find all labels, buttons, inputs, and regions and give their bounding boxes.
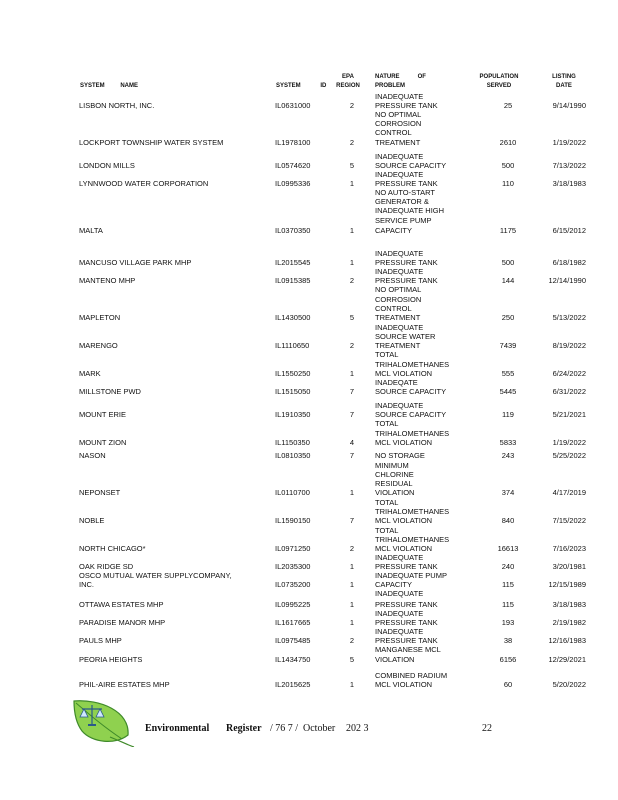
listing-date-cell: 7/15/2022 xyxy=(552,516,586,525)
problem-line: PRESSURE TANK xyxy=(375,600,438,609)
population-cell: 25 xyxy=(503,101,513,110)
listing-date-cell: 3/20/1981 xyxy=(552,562,586,571)
population-cell: 115 xyxy=(502,600,514,609)
header-text: SERVED xyxy=(486,83,512,89)
population-cell: 193 xyxy=(501,618,515,627)
epa-region-cell: 1 xyxy=(349,179,355,188)
system-name-cell: LISBON NORTH, INC. xyxy=(79,101,155,110)
listing-date-cell: 6/24/2022 xyxy=(552,369,586,378)
epa-region-cell: 2 xyxy=(349,276,355,285)
listing-date-cell: 5/25/2022 xyxy=(552,451,586,460)
problem-line: INADEQUATE xyxy=(375,152,424,161)
population-cell: 5445 xyxy=(499,387,517,396)
system-name-cell: MARK xyxy=(79,369,101,378)
header-text: ID xyxy=(320,83,327,89)
epa-region-cell: 4 xyxy=(349,438,355,447)
problem-line: MANGANESE MCL xyxy=(375,645,441,654)
population-cell: 240 xyxy=(501,562,515,571)
system-name-cell: OSCO MUTUAL WATER SUPPLYCOMPANY, xyxy=(79,571,232,580)
listing-date-cell: 7/13/2022 xyxy=(552,161,586,170)
system-id-cell: IL2035300 xyxy=(275,562,311,571)
system-name-cell: LYNNWOOD WATER CORPORATION xyxy=(79,179,209,188)
system-id-cell: IL0574620 xyxy=(275,161,311,170)
listing-date-cell: 6/15/2012 xyxy=(552,226,586,235)
problem-line: NO AUTO-START xyxy=(375,188,436,197)
system-id-cell: IL0971250 xyxy=(275,544,311,553)
listing-date-cell: 7/16/2023 xyxy=(552,544,586,553)
problem-line: NO OPTIMAL xyxy=(375,285,422,294)
header-nature-of-problem xyxy=(375,73,426,91)
system-name-cell: NASON xyxy=(79,451,106,460)
system-name-cell: LOCKPORT TOWNSHIP WATER SYSTEM xyxy=(79,138,224,147)
listing-date-cell: 1/19/2022 xyxy=(552,438,586,447)
population-cell: 16613 xyxy=(497,544,519,553)
system-id-cell: IL0995225 xyxy=(275,600,311,609)
header-text: PROBLEM xyxy=(375,83,405,89)
header-system-id xyxy=(276,82,326,91)
population-cell: 110 xyxy=(502,179,514,188)
system-name-cell: MANCUSO VILLAGE PARK MHP xyxy=(79,258,192,267)
listing-date-cell: 4/17/2019 xyxy=(552,488,586,497)
header-text: NATURE xyxy=(375,74,400,80)
system-name-cell: MAPLETON xyxy=(79,313,121,322)
system-name-cell: OAK RIDGE SD xyxy=(79,562,134,571)
problem-line: INADEQUATE xyxy=(375,249,424,258)
listing-date-cell: 3/18/1983 xyxy=(552,600,586,609)
population-cell: 7439 xyxy=(499,341,517,350)
population-cell: 119 xyxy=(502,410,514,419)
header-text: SYSTEM xyxy=(80,83,105,89)
system-name-cell: NORTH CHICAGO* xyxy=(79,544,146,553)
system-id-cell: IL0995336 xyxy=(275,179,311,188)
problem-line: GENERATOR & xyxy=(375,197,429,206)
problem-line: INADEQUATE HIGH xyxy=(375,206,445,215)
header-listing-date xyxy=(549,73,579,91)
problem-line: SOURCE CAPACITY xyxy=(375,161,447,170)
system-id-cell: IL2015545 xyxy=(275,258,311,267)
listing-date-cell: 1/19/2022 xyxy=(552,138,586,147)
problem-line: PRESSURE TANK xyxy=(375,101,438,110)
epa-region-cell: 2 xyxy=(349,138,355,147)
system-id-cell: IL1590150 xyxy=(275,516,311,525)
system-name-cell: PEORIA HEIGHTS xyxy=(79,655,143,664)
system-id-cell: IL1910350 xyxy=(275,410,311,419)
problem-line: PRESSURE TANK xyxy=(375,618,438,627)
footer-issue: / 76 7 / xyxy=(270,723,299,734)
problem-line: NO OPTIMAL xyxy=(375,110,422,119)
population-cell: 2610 xyxy=(499,138,517,147)
header-text: SYSTEM xyxy=(276,83,301,89)
system-name-cell: MOUNT ZION xyxy=(79,438,127,447)
problem-line: INADEQATE xyxy=(375,378,418,387)
system-id-cell: IL0975485 xyxy=(275,636,311,645)
listing-date-cell: 5/21/2021 xyxy=(552,410,586,419)
problem-line: MCL VIOLATION xyxy=(375,680,433,689)
problem-line: TRIHALOMETHANES xyxy=(375,507,450,516)
system-name-cell: MARENGO xyxy=(79,341,118,350)
system-name-cell: PARADISE MANOR MHP xyxy=(79,618,166,627)
system-id-cell: IL2015625 xyxy=(275,680,311,689)
listing-date-cell: 6/31/2022 xyxy=(552,387,586,396)
system-id-cell: IL0110700 xyxy=(275,488,310,497)
system-id-cell: IL0370350 xyxy=(275,226,311,235)
footer-month: October xyxy=(303,723,336,734)
header-text: OF xyxy=(417,74,426,80)
epa-region-cell: 1 xyxy=(349,562,355,571)
population-cell: 243 xyxy=(501,451,515,460)
population-cell: 6156 xyxy=(499,655,517,664)
system-id-cell: IL1110650 xyxy=(275,341,310,350)
system-name-cell: PAULS MHP xyxy=(79,636,122,645)
listing-date-cell: 6/18/1982 xyxy=(552,258,586,267)
problem-line: INADEQUATE xyxy=(375,92,424,101)
population-cell: 500 xyxy=(501,161,515,170)
problem-line: TOTAL xyxy=(375,350,399,359)
system-name-cell: LONDON MILLS xyxy=(79,161,135,170)
population-cell: 374 xyxy=(501,488,515,497)
epa-region-cell: 2 xyxy=(349,341,355,350)
problem-line: PRESSURE TANK xyxy=(375,179,438,188)
problem-line: CAPACITY xyxy=(375,226,412,235)
problem-line: NO STORAGE xyxy=(375,451,425,460)
listing-date-cell: 12/29/2021 xyxy=(548,655,586,664)
problem-line: CONTROL xyxy=(375,128,412,137)
population-cell: 555 xyxy=(501,369,515,378)
system-name-cell: MALTA xyxy=(79,226,103,235)
problem-line: MINIMUM xyxy=(375,461,409,470)
problem-line: RESIDUAL xyxy=(375,479,413,488)
problem-line: COMBINED RADIUM xyxy=(375,671,448,680)
system-id-cell: IL0810350 xyxy=(275,451,311,460)
problem-line: CORROSION xyxy=(375,119,422,128)
system-id-cell: IL1150350 xyxy=(275,438,310,447)
population-cell: 500 xyxy=(501,258,515,267)
problem-line: SOURCE CAPACITY xyxy=(375,387,447,396)
population-cell: 1175 xyxy=(499,226,517,235)
system-id-cell: IL1430500 xyxy=(275,313,311,322)
problem-line: CORROSION xyxy=(375,295,422,304)
epa-region-cell: 1 xyxy=(349,369,355,378)
system-name-cell: NEPONSET xyxy=(79,488,121,497)
problem-line: TRIHALOMETHANES xyxy=(375,535,450,544)
problem-line: INADEQUATE xyxy=(375,401,424,410)
problem-line: MCL VIOLATION xyxy=(375,516,433,525)
problem-line: VIOLATION xyxy=(375,655,415,664)
problem-line: INADEQUATE xyxy=(375,323,424,332)
epa-region-cell: 7 xyxy=(349,451,355,460)
environmental-register-leaf-logo xyxy=(70,697,140,747)
problem-line: MCL VIOLATION xyxy=(375,544,433,553)
epa-region-cell: 1 xyxy=(349,258,355,267)
epa-region-cell: 1 xyxy=(349,618,355,627)
problem-line: SERVICE PUMP xyxy=(375,216,432,225)
problem-line: PRESSURE TANK xyxy=(375,636,438,645)
listing-date-cell: 3/18/1983 xyxy=(552,179,586,188)
population-cell: 115 xyxy=(502,580,514,589)
problem-line: INADEQUATE xyxy=(375,609,424,618)
listing-date-cell: 9/14/1990 xyxy=(552,101,586,110)
system-name-cell: OTTAWA ESTATES MHP xyxy=(79,600,164,609)
population-cell: 5833 xyxy=(499,438,517,447)
population-cell: 144 xyxy=(501,276,515,285)
system-id-cell: IL1550250 xyxy=(275,369,311,378)
problem-line: TREATMENT xyxy=(375,138,421,147)
problem-line: TOTAL xyxy=(375,498,399,507)
epa-region-cell: 5 xyxy=(349,161,355,170)
problem-line: INADEQUATE xyxy=(375,589,424,598)
epa-region-cell: 1 xyxy=(349,680,355,689)
system-name-cell-cont: INC. xyxy=(79,580,94,589)
problem-line: INADEQUATE xyxy=(375,267,424,276)
epa-region-cell: 7 xyxy=(349,387,355,396)
population-cell: 38 xyxy=(503,636,513,645)
problem-line: SOURCE CAPACITY xyxy=(375,410,447,419)
problem-line: TRIHALOMETHANES xyxy=(375,360,450,369)
system-name-cell: MOUNT ERIE xyxy=(79,410,126,419)
footer-register: Register xyxy=(226,723,262,734)
header-text: DATE xyxy=(556,83,572,89)
problem-line: TOTAL xyxy=(375,526,399,535)
header-system-name xyxy=(80,82,138,91)
listing-date-cell: 12/14/1990 xyxy=(548,276,586,285)
epa-region-cell: 5 xyxy=(349,655,355,664)
epa-region-cell: 1 xyxy=(349,226,355,235)
listing-date-cell: 12/16/1983 xyxy=(548,636,586,645)
system-id-cell: IL0915385 xyxy=(275,276,311,285)
header-text: LISTING xyxy=(552,74,576,80)
problem-line: INADEQUATE xyxy=(375,627,424,636)
problem-line: INADEQUATE PUMP xyxy=(375,571,447,580)
system-name-cell: MILLSTONE PWD xyxy=(79,387,141,396)
problem-line: INADEQUATE xyxy=(375,553,424,562)
system-id-cell: IL0631000 xyxy=(275,101,311,110)
footer-year: 202 3 xyxy=(346,723,369,734)
epa-region-cell: 2 xyxy=(349,101,355,110)
problem-line: CHLORINE xyxy=(375,470,414,479)
listing-date-cell: 5/13/2022 xyxy=(552,313,586,322)
problem-line: MCL VIOLATION xyxy=(375,438,433,447)
problem-line: SOURCE WATER xyxy=(375,332,436,341)
listing-date-cell: 12/15/1989 xyxy=(548,580,586,589)
problem-line: TOTAL xyxy=(375,419,399,428)
header-epa-region xyxy=(333,73,363,91)
system-id-cell: IL1434750 xyxy=(275,655,311,664)
system-id-cell: IL1978100 xyxy=(275,138,311,147)
problem-line: TRIHALOMETHANES xyxy=(375,429,450,438)
footer-publication: Environmental xyxy=(145,723,210,734)
epa-region-cell: 1 xyxy=(349,600,355,609)
population-cell: 840 xyxy=(501,516,515,525)
problem-line: INADEQUATE xyxy=(375,170,424,179)
system-name-cell: NOBLE xyxy=(79,516,105,525)
header-population-served xyxy=(478,73,520,91)
population-cell: 60 xyxy=(503,680,513,689)
problem-line: PRESSURE TANK xyxy=(375,276,438,285)
problem-line: CAPACITY xyxy=(375,580,412,589)
epa-region-cell: 7 xyxy=(349,516,355,525)
epa-region-cell: 7 xyxy=(349,410,355,419)
system-name-cell: PHIL-AIRE ESTATES MHP xyxy=(79,680,170,689)
header-text: EPA xyxy=(342,74,354,80)
header-text: REGION xyxy=(336,83,360,89)
listing-date-cell: 2/19/1982 xyxy=(552,618,586,627)
system-id-cell: IL1515050 xyxy=(275,387,311,396)
listing-date-cell: 8/19/2022 xyxy=(552,341,586,350)
epa-region-cell: 2 xyxy=(349,544,355,553)
system-id-cell: IL1617665 xyxy=(275,618,311,627)
problem-line: CONTROL xyxy=(375,304,412,313)
problem-line: TREATMENT xyxy=(375,341,421,350)
epa-region-cell: 5 xyxy=(349,313,355,322)
problem-line: MCL VIOLATION xyxy=(375,369,433,378)
header-text: NAME xyxy=(120,83,139,89)
epa-region-cell: 1 xyxy=(349,488,355,497)
population-cell: 250 xyxy=(501,313,515,322)
header-text: POPULATION xyxy=(479,74,519,80)
problem-line: PRESSURE TANK xyxy=(375,258,438,267)
epa-region-cell: 1 xyxy=(349,580,355,589)
system-id-cell: IL0735200 xyxy=(275,580,311,589)
footer-page-number: 22 xyxy=(482,723,492,734)
problem-line: VIOLATION xyxy=(375,488,415,497)
problem-line: PRESSURE TANK xyxy=(375,562,438,571)
problem-line: TREATMENT xyxy=(375,313,421,322)
epa-region-cell: 2 xyxy=(349,636,355,645)
system-name-cell: MANTENO MHP xyxy=(79,276,136,285)
listing-date-cell: 5/20/2022 xyxy=(552,680,586,689)
